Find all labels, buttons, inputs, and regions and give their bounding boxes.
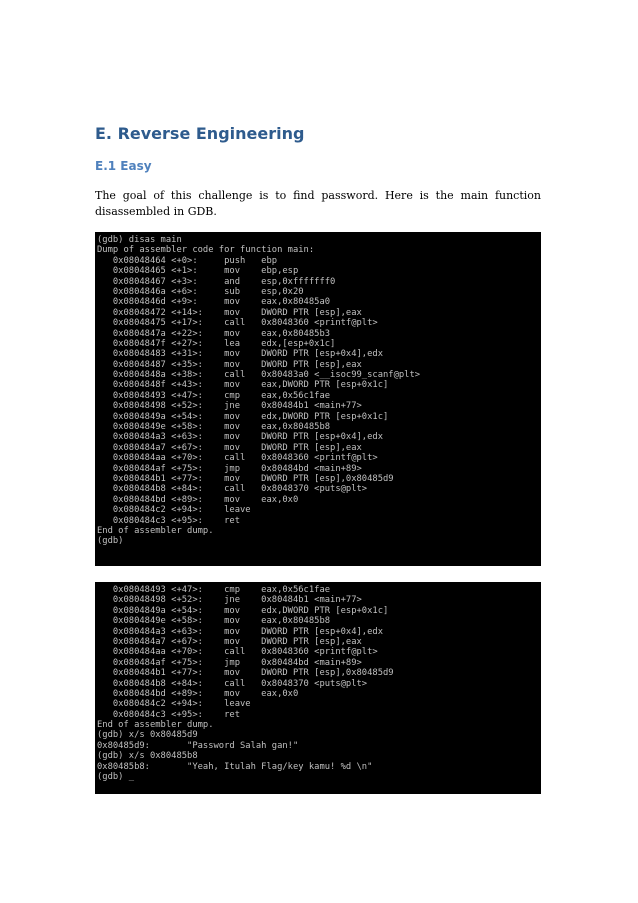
terminal-line: 0x08048498 <+52>: jne 0x80484b1 <main+77>: [97, 401, 362, 412]
terminal-line: 0x08048475 <+17>: call 0x8048360 <printf@plt>: [97, 318, 378, 329]
terminal-line: 0x0804849a <+54>: mov edx,DWORD PTR [esp+0x1c]: [97, 605, 389, 616]
terminal-line: [97, 782, 541, 792]
terminal-line: 0x080484b8 <+84>: call 0x8048370 <puts@plt>: [97, 484, 368, 495]
terminal-line: 0x080484c3 <+95>: ret: [97, 515, 240, 526]
terminal-line: 0x08048467 <+3>: and esp,0xfffffff0: [97, 276, 336, 287]
terminal-line: (gdb) _: [97, 772, 135, 783]
terminal-line: 0x080484bd <+89>: mov eax,0x0: [97, 494, 299, 505]
terminal-line: End of assembler dump.: [97, 525, 214, 536]
terminal-line: 0x080484bd <+89>: mov eax,0x0: [97, 688, 299, 699]
terminal-line: 0x080484c2 <+94>: leave: [97, 699, 251, 710]
terminal-line: 0x080484b1 <+77>: mov DWORD PTR [esp],0x80485d9: [97, 473, 394, 484]
terminal-line: 0x080484a3 <+63>: mov DWORD PTR [esp+0x4],edx: [97, 626, 383, 637]
terminal-line: 0x080484af <+75>: jmp 0x80484bd <main+89>: [97, 463, 362, 474]
terminal-line: 0x080484c3 <+95>: ret: [97, 709, 240, 720]
terminal-line: 0x080484a3 <+63>: mov DWORD PTR [esp+0x4],edx: [97, 432, 383, 443]
subsection-heading: E.1 Easy: [95, 159, 152, 173]
intro-paragraph: The goal of this challenge is to find password. Here is the main function disassembled in GDB.: [95, 189, 541, 218]
terminal-line: 0x0804849e <+58>: mov eax,0x80485b8: [97, 616, 331, 627]
terminal-line: 0x80485b8: "Yeah, Itulah Flag/key kamu! %d \n": [97, 761, 373, 772]
terminal-line: 0x08048498 <+52>: jne 0x80484b1 <main+77>: [97, 595, 362, 606]
terminal-line: 0x0804846a <+6>: sub esp,0x20: [97, 286, 304, 297]
terminal-line: 0x080484c2 <+94>: leave: [97, 505, 251, 516]
gdb-screenshot-disassembly: [95, 232, 541, 566]
terminal-line: 0x0804847f <+27>: lea edx,[esp+0x1c]: [97, 338, 336, 349]
terminal-line: 0x08048465 <+1>: mov ebp,esp: [97, 266, 299, 277]
terminal-line: 0x0804847a <+22>: mov eax,0x80485b3: [97, 328, 331, 339]
terminal-line: 0x08048483 <+31>: mov DWORD PTR [esp+0x4],edx: [97, 349, 383, 360]
terminal-line: 0x0804848a <+38>: call 0x80483a0 <__isoc99_scanf@plt>: [97, 370, 421, 381]
terminal-line: 0x08048472 <+14>: mov DWORD PTR [esp],eax: [97, 307, 362, 318]
terminal-line: 0x08048464 <+0>: push ebp: [97, 255, 278, 266]
gdb-screenshot-strings: [95, 582, 541, 794]
terminal-line: 0x080484b1 <+77>: mov DWORD PTR [esp],0x80485d9: [97, 668, 394, 679]
terminal-line: [97, 557, 541, 566]
terminal-line: (gdb): [97, 536, 124, 547]
terminal-line: [97, 547, 541, 557]
terminal-line: 0x0804849a <+54>: mov edx,DWORD PTR [esp+0x1c]: [97, 411, 389, 422]
terminal-line: 0x080484a7 <+67>: mov DWORD PTR [esp],eax: [97, 442, 362, 453]
section-heading: E. Reverse Engineering: [95, 124, 305, 143]
terminal-line: 0x08048493 <+47>: cmp eax,0x56c1fae: [97, 585, 331, 595]
terminal-line: End of assembler dump.: [97, 720, 214, 731]
terminal-line: 0x080484a7 <+67>: mov DWORD PTR [esp],eax: [97, 636, 362, 647]
terminal-line: 0x0804849e <+58>: mov eax,0x80485b8: [97, 422, 331, 433]
terminal-line: 0x0804846d <+9>: mov eax,0x80485a0: [97, 297, 331, 308]
terminal-line: Dump of assembler code for function main:: [97, 245, 315, 256]
terminal-line: 0x080484aa <+70>: call 0x8048360 <printf@plt>: [97, 647, 378, 658]
terminal-line: 0x80485d9: "Password Salah gan!": [97, 740, 299, 751]
terminal-line: 0x080484aa <+70>: call 0x8048360 <printf@plt>: [97, 453, 378, 464]
terminal-line: 0x080484af <+75>: jmp 0x80484bd <main+89>: [97, 657, 362, 668]
terminal-line: (gdb) disas main: [97, 235, 182, 245]
terminal-line: 0x080484b8 <+84>: call 0x8048370 <puts@plt>: [97, 678, 368, 689]
terminal-line: (gdb) x/s 0x80485d9: [97, 730, 198, 741]
terminal-line: 0x08048487 <+35>: mov DWORD PTR [esp],eax: [97, 359, 362, 370]
terminal-line: (gdb) x/s 0x80485b8: [97, 751, 198, 762]
terminal-line: 0x0804848f <+43>: mov eax,DWORD PTR [esp+0x1c]: [97, 380, 389, 391]
terminal-line: 0x08048493 <+47>: cmp eax,0x56c1fae: [97, 390, 331, 401]
